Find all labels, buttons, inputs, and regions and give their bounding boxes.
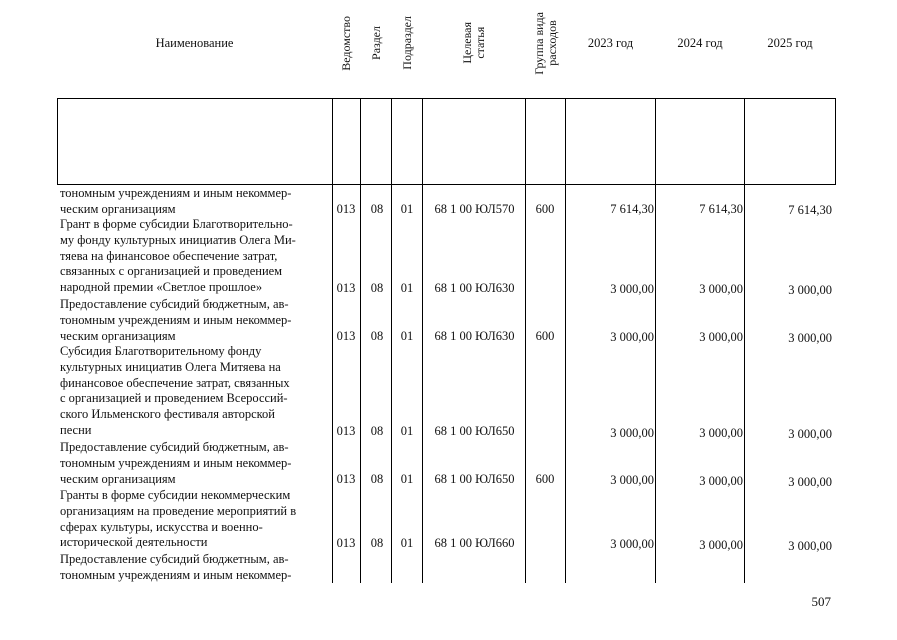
cell-2024: 3 000,00 — [699, 426, 743, 440]
cell-2025: 3 000,00 — [788, 539, 832, 553]
col-line-cs — [422, 98, 423, 583]
cell-podrazdel: 01 — [400, 536, 414, 550]
cell-podrazdel: 01 — [400, 329, 414, 343]
page-number: 507 — [811, 594, 831, 609]
cell-vedomstvo: 013 — [336, 329, 356, 343]
cell-podrazdel: 01 — [400, 202, 414, 216]
table-row-name: Субсидия Благотворительному фонду культурных инициатив Олега Митяева на финансовое обеспечение затрат, связанных с организацией и проведением Всероссий- ского Ильменского фестиваля авторской песни — [60, 344, 290, 437]
table-row-name: Предоставление субсидий бюджетным, ав- тономным учреждениям и иным некоммер- ческим организациям — [60, 297, 292, 343]
cell-vedomstvo: 013 — [336, 281, 356, 295]
cell-2023: 7 614,30 — [610, 202, 654, 216]
cell-2024: 3 000,00 — [699, 538, 743, 552]
cell-razdel: 08 — [370, 329, 384, 343]
cell-celevaya-statya: 68 1 00 ЮЛ660 — [434, 536, 515, 550]
cell-razdel: 08 — [370, 281, 384, 295]
table-top-border — [57, 98, 836, 99]
table-row-name: Предоставление субсидий бюджетным, ав- тономным учреждениям и иным некоммер- — [60, 552, 292, 582]
cell-gruppa: 600 — [535, 202, 555, 216]
cell-2025: 3 000,00 — [788, 427, 832, 441]
cell-gruppa: 600 — [535, 472, 555, 486]
table-row-name: Грант в форме субсидии Благотворительно- му фонду культурных инициатив Олега Ми- тяева на финансовое обеспечение затрат, связанных с организацией и проведением народной премии «Светлое прошлое» — [60, 217, 296, 295]
cell-podrazdel: 01 — [400, 281, 414, 295]
cell-2024: 3 000,00 — [699, 330, 743, 344]
header-vedomstvo: Ведомство — [339, 15, 353, 71]
header-celevaya-statya: Целевая статья — [460, 22, 487, 64]
cell-2025: 3 000,00 — [788, 283, 832, 297]
cell-razdel: 08 — [370, 536, 384, 550]
header-podrazdel: Подраздел — [399, 16, 414, 70]
table-row-name: Гранты в форме субсидии некоммерческим организациям на проведение мероприятий в сферах культуры, искусства и военно- исторической деятельности — [60, 488, 297, 550]
cell-vedomstvo: 013 — [336, 202, 356, 216]
cell-2025: 3 000,00 — [788, 331, 832, 345]
col-line-y2 — [655, 98, 656, 583]
cell-razdel: 08 — [370, 424, 384, 438]
header-2023: 2023 год — [587, 35, 634, 50]
header-name: Наименование — [155, 35, 234, 50]
cell-2025: 3 000,00 — [788, 475, 832, 489]
cell-vedomstvo: 013 — [336, 472, 356, 486]
cell-podrazdel: 01 — [400, 472, 414, 486]
cell-2023: 3 000,00 — [610, 282, 654, 296]
cell-gruppa: 600 — [535, 329, 555, 343]
cell-2024: 3 000,00 — [699, 474, 743, 488]
header-2024: 2024 год — [677, 35, 723, 50]
cell-celevaya-statya: 68 1 00 ЮЛ650 — [434, 424, 515, 438]
table-row-name: тономным учреждениям и иным некоммер- ческим организациям — [60, 186, 292, 216]
cell-2023: 3 000,00 — [610, 426, 654, 440]
header-2025: 2025 год — [767, 35, 813, 50]
cell-2023: 3 000,00 — [610, 473, 654, 487]
col-line-rz — [360, 98, 361, 583]
cell-2024: 7 614,30 — [699, 202, 743, 216]
header-bottom-border — [57, 184, 836, 185]
header-gruppa-vida-rashodov: Группа вида расходов — [531, 11, 559, 75]
cell-razdel: 08 — [370, 202, 384, 216]
cell-celevaya-statya: 68 1 00 ЮЛ630 — [434, 281, 515, 295]
header-razdel: Раздел — [368, 26, 383, 60]
cell-vedomstvo: 013 — [336, 536, 356, 550]
col-line-pr — [391, 98, 392, 583]
col-line-left — [57, 98, 58, 184]
cell-2025: 7 614,30 — [788, 203, 832, 217]
cell-vedomstvo: 013 — [336, 424, 356, 438]
cell-podrazdel: 01 — [400, 424, 414, 438]
cell-2023: 3 000,00 — [610, 537, 654, 551]
cell-razdel: 08 — [370, 472, 384, 486]
col-line-vd — [332, 98, 333, 583]
cell-celevaya-statya: 68 1 00 ЮЛ630 — [434, 329, 515, 343]
table-row-name: Предоставление субсидий бюджетным, ав- тономным учреждениям и иным некоммер- ческим организациям — [60, 440, 292, 486]
col-line-right — [835, 98, 836, 184]
cell-celevaya-statya: 68 1 00 ЮЛ650 — [434, 472, 515, 486]
cell-celevaya-statya: 68 1 00 ЮЛ570 — [434, 202, 515, 216]
cell-2024: 3 000,00 — [699, 282, 743, 296]
cell-2023: 3 000,00 — [610, 330, 654, 344]
